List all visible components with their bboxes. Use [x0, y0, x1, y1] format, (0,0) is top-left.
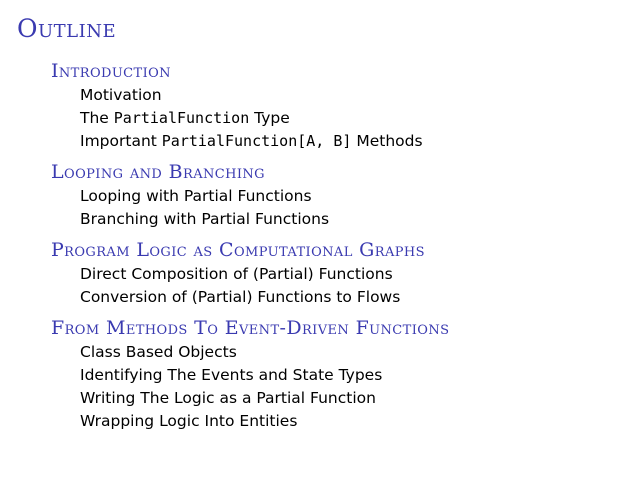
item-text: Conversion of (Partial) Functions to Flows — [80, 288, 401, 306]
item-text: Wrapping Logic Into Entities — [80, 412, 298, 430]
outline-section — [51, 315, 631, 433]
subsection-item[interactable] — [80, 84, 631, 107]
outline-list — [51, 58, 631, 433]
subsection-item[interactable] — [80, 410, 631, 433]
code-text: PartialFunction[A, B] — [161, 132, 352, 150]
item-text: Looping with Partial Functions — [80, 187, 312, 205]
subsection-item[interactable] — [80, 364, 631, 387]
item-text: Direct Composition of (Partial) Functions — [80, 265, 393, 283]
subsection-item[interactable] — [80, 107, 631, 130]
item-text: Branching with Partial Functions — [80, 210, 330, 228]
item-text: Motivation — [80, 86, 162, 104]
outline-section — [51, 237, 631, 309]
subsection-item[interactable] — [80, 130, 631, 153]
item-text: Methods — [351, 132, 423, 150]
outline-section — [51, 58, 631, 153]
section-title[interactable]: Program Logic as Computational Graphs — [51, 239, 425, 261]
slide-title: Outline — [17, 14, 117, 43]
subsection-list — [51, 84, 631, 153]
subsection-item[interactable] — [80, 208, 631, 231]
code-text: PartialFunction — [113, 109, 250, 127]
subsection-item[interactable] — [80, 286, 631, 309]
subsection-item[interactable] — [80, 185, 631, 208]
item-text: The — [80, 109, 114, 127]
subsection-list — [51, 185, 631, 231]
item-text: Class Based Objects — [80, 343, 237, 361]
section-title[interactable]: Looping and Branching — [51, 161, 265, 183]
subsection-item[interactable] — [80, 263, 631, 286]
item-text: Type — [249, 109, 290, 127]
subsection-item[interactable] — [80, 341, 631, 364]
section-title[interactable]: From Methods To Event-Driven Functions — [51, 317, 450, 339]
section-title[interactable]: Introduction — [51, 60, 171, 82]
outline-section — [51, 159, 631, 231]
subsection-item[interactable] — [80, 387, 631, 410]
item-text: Identifying The Events and State Types — [80, 366, 383, 384]
item-text: Important — [80, 132, 162, 150]
subsection-list — [51, 341, 631, 433]
item-text: Writing The Logic as a Partial Function — [80, 389, 376, 407]
subsection-list — [51, 263, 631, 309]
